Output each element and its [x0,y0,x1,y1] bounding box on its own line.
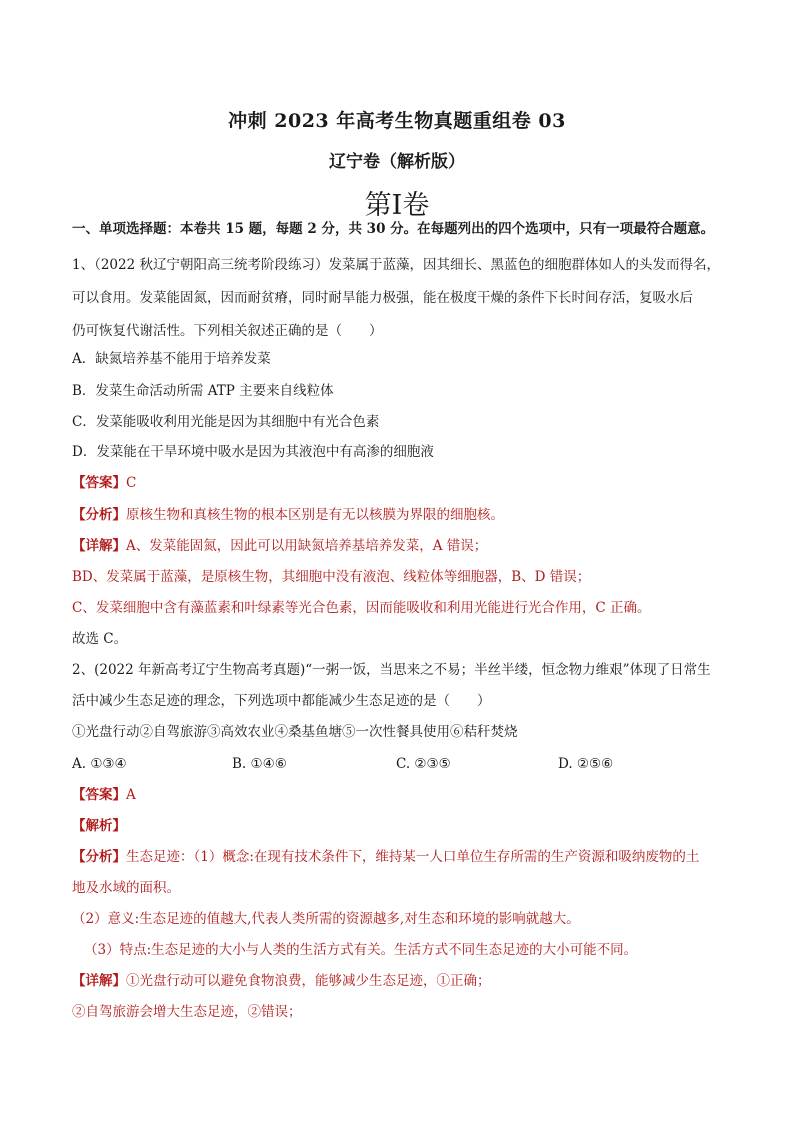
q1-stem-line-3: 仍可恢复代谢活性。下列相关叙述正确的是（ ） [72,323,383,339]
q2-stem-line-2: 活中减少生态足迹的理念，下列选项中都能减少生态足迹的是（ ） [72,693,491,709]
q1-option-c: C．发菜能吸收利用光能是因为其细胞中有光合色素 [72,414,380,430]
analysis-tag: 【分析】 [72,507,126,523]
q2-parse-tag: 【解析】 [72,818,126,834]
detail-tag: 【详解】 [72,538,126,554]
q2-analysis-line-4: （3）特点:生态足迹的大小与人类的生活方式有关。生活方式不同生态足迹的大小可能不同。 [84,942,638,958]
section-instruction: 一、单项选择题：本卷共 15 题，每题 2 分，共 30 分。在每题列出的四个选项中，只有一项最符合题意。 [72,221,715,237]
q2-items: ①光盘行动②自驾旅游③高效农业④桑基鱼塘⑤一次性餐具使用⑥秸秆焚烧 [72,724,518,740]
detail-text: A、发菜能固氮，因此可以用缺氮培养基培养发菜，A 错误； [126,538,488,554]
page-subtitle: 辽宁卷（解析版） [329,152,465,172]
q1-option-d: D．发菜能在干旱环境中吸水是因为其液泡中有高渗的细胞液 [72,444,434,460]
q2-analysis-line-3: （2）意义:生态足迹的值越大,代表人类所需的资源越多,对生态和环境的影响就越大。 [72,911,580,927]
q2-detail-line-2: ②自驾旅游会增大生态足迹，②错误； [72,1004,302,1020]
q1-analysis [72,506,732,524]
q1-detail-line-2: BD、发菜属于蓝藻，是原核生物，其细胞中没有液泡、线粒体等细胞器，B、D 错误； [72,569,591,585]
q2-answer [72,786,732,804]
q1-detail-line-1 [72,537,732,555]
q2-option-d: D. ②⑤⑥ [558,756,614,772]
detail-text: ①光盘行动可以避免食物浪费，能够减少生态足迹，①正确； [126,973,491,989]
detail-tag: 【详解】 [72,973,126,989]
analysis-text: 原核生物和真核生物的根本区别是有无以核膜为界限的细胞核。 [126,507,504,523]
analysis-text: 生态足迹：（1）概念:在现有技术条件下，维持某一人口单位生存所需的生产资源和吸纳废物的土 [126,849,700,865]
answer-tag: 【答案】 [72,475,126,491]
q2-analysis-line-2: 地及水域的面积。 [72,880,180,896]
q2-stem-line-1: 2、(2022 年新高考辽宁生物高考真题)“一粥一饭，当思来之不易；半丝半缕，恒念物力维艰”体现了日常生 [72,662,711,678]
answer-tag: 【答案】 [72,787,126,803]
page-title: 冲刺 2023 年高考生物真题重组卷 03 [228,110,566,132]
q1-option-b: B．发菜生命活动所需 ATP 主要来自线粒体 [72,383,334,399]
q1-option-a: A．缺氮培养基不能用于培养发菜 [72,351,271,367]
analysis-tag: 【分析】 [72,849,126,865]
q2-detail-line-1 [72,972,732,990]
volume-heading: 第Ⅰ卷 [364,190,430,221]
q2-option-b: B. ①④⑥ [232,756,287,772]
q1-stem-line-2: 可以食用。发菜能固氮，因而耐贫瘠，同时耐旱能力极强，能在极度干燥的条件下长时间存活，复吸水后 [72,290,693,306]
q1-stem-line-1: 1、（2022 秋辽宁朝阳高三统考阶段练习）发菜属于蓝藻，因其细长、黑蓝色的细胞群体如人的头发而得名， [72,257,720,273]
q2-analysis-line-1 [72,848,732,866]
answer-value: C [126,475,137,491]
q2-option-c: C. ②③⑤ [396,756,451,772]
q2-option-a: A. ①③④ [72,756,127,772]
q1-detail-line-3: C、发菜细胞中含有藻蓝素和叶绿素等光合色素，因而能吸收和利用光能进行光合作用，C 正确。 [72,600,651,616]
q1-conclusion: 故选 C。 [72,631,128,647]
answer-value: A [126,787,136,803]
q1-answer [72,474,732,492]
